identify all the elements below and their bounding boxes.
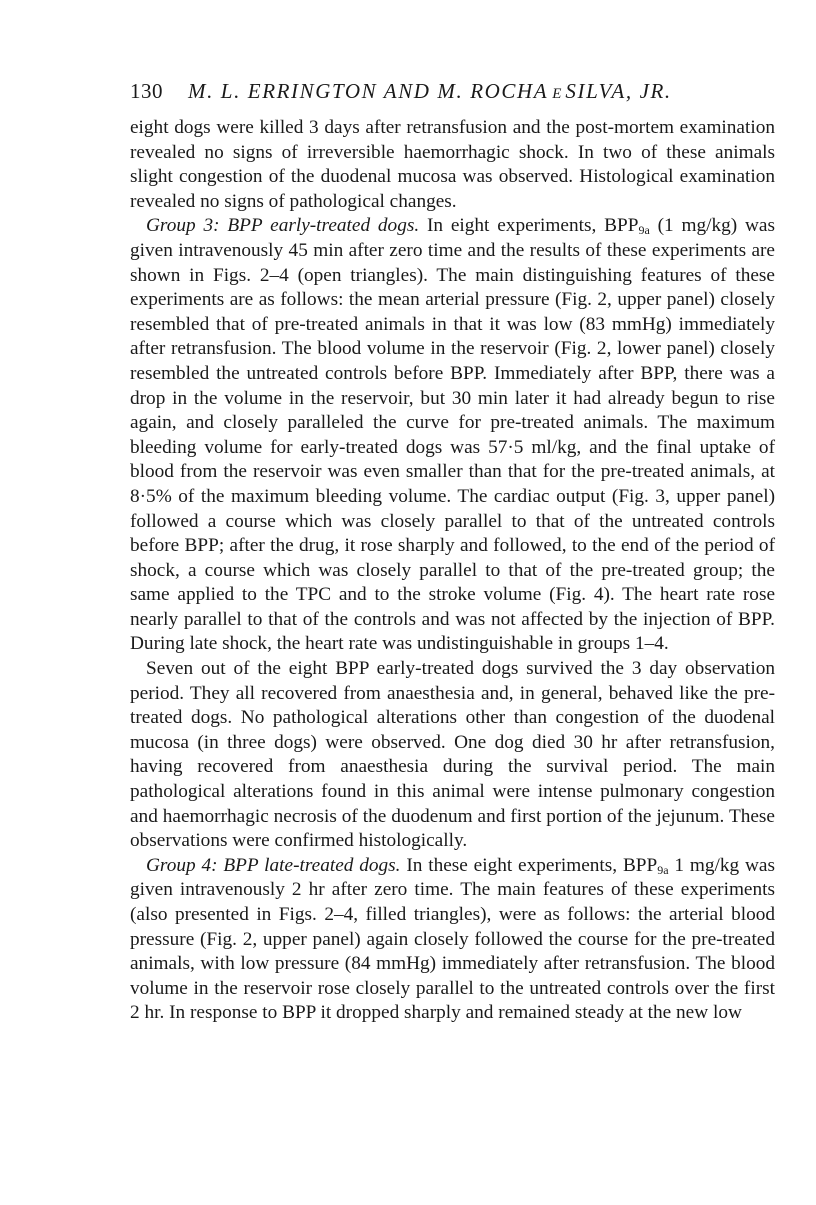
authors-connector: E <box>552 86 562 102</box>
authors-part-2: SILVA, JR. <box>565 79 672 103</box>
running-head <box>130 78 775 108</box>
group-3-heading: Group 3: BPP early-treated dogs. <box>146 215 420 237</box>
running-head-authors <box>188 78 672 107</box>
page-number: 130 <box>130 79 163 103</box>
authors-part-1: M. L. ERRINGTON AND M. ROCHA <box>188 79 549 103</box>
group-4-text-b: 1 mg/kg was given intravenously 2 hr after zero time. The main features of these experiments (also presented in Figs. 2–4, filled triangles), were as follows: the arterial blood pressure (Fig. 2, upper panel) again closely followed the course for the pre-treated animals, with low pressure (84 mmHg) immediately after retransfusion. The blood volume in the reservoir rose closely parallel to the untreated controls over the first 2 hr. In response to BPP it dropped sharply and remained steady at the new low <box>130 854 775 1024</box>
journal-page <box>130 78 775 1026</box>
group-4-subscript: 9a <box>657 862 669 877</box>
paragraph-group-3 <box>130 214 775 657</box>
paragraph-continued: eight dogs were killed 3 days after retransfusion and the post-mortem examination revealed no signs of irreversible haemorrhagic shock. In two of these animals slight congestion of the duodenal mucosa was observed. Histological examination revealed no signs of pathological changes. <box>130 117 775 212</box>
paragraph-survival: Seven out of the eight BPP early-treated dogs survived the 3 day observation period. They all recovered from anaesthesia and, in general, behaved like the pre-treated dogs. No pathological alterations other than congestion of the duodenal mucosa (in three dogs) were observed. One dog died 30 hr after retransfusion, having recovered from anaesthesia during the survival period. The main pathological alterations found in this animal were intense pulmonary congestion and haemorrhagic necrosis of the duodenum and first portion of the jejunum. These observations were confirmed histologically. <box>130 658 775 852</box>
group-4-heading: Group 4: BPP late-treated dogs. <box>146 854 401 876</box>
group-3-text-b: (1 mg/kg) was given intravenously 45 min after zero time and the results of these experiments are shown in Figs. 2–4 (open triangles). The main distinguishing features of these experiments are as follows: the mean arterial pressure (Fig. 2, upper panel) closely resembled that of pre-treated animals in that it was low (83 mmHg) immediately after retransfusion. The blood volume in the reservoir (Fig. 2, lower panel) closely resembled the untreated controls before BPP. Immediately after BPP, there was a drop in the volume in the reservoir, but 30 min later it had already begun to rise again, and closely paralleled the curve for pre-treated animals. The maximum bleeding volume for early-treated dogs was 57·5 ml/kg, and the final uptake of blood from the reservoir was even smaller than that for the pre-treated animals, at 8·5% of the maximum bleeding volume. The cardiac output (Fig. 3, upper panel) followed a course which was closely parallel to that of the untreated controls before BPP; after the drug, it rose sharply and followed, to the end of the period of shock, a course which was closely parallel to that of the pre-treated group; the same applied to the TPC and to the stroke volume (Fig. 4). The heart rate rose nearly parallel to that of the controls and was not affected by the injection of BPP. During late shock, the heart rate was undistinguishable in groups 1–4. <box>130 215 775 655</box>
group-4-text-a: In these eight experiments, BPP <box>400 854 658 876</box>
group-3-text-a: In eight experiments, BPP <box>419 215 639 237</box>
group-3-subscript: 9a <box>638 223 650 238</box>
paragraph-group-4 <box>130 854 775 1026</box>
